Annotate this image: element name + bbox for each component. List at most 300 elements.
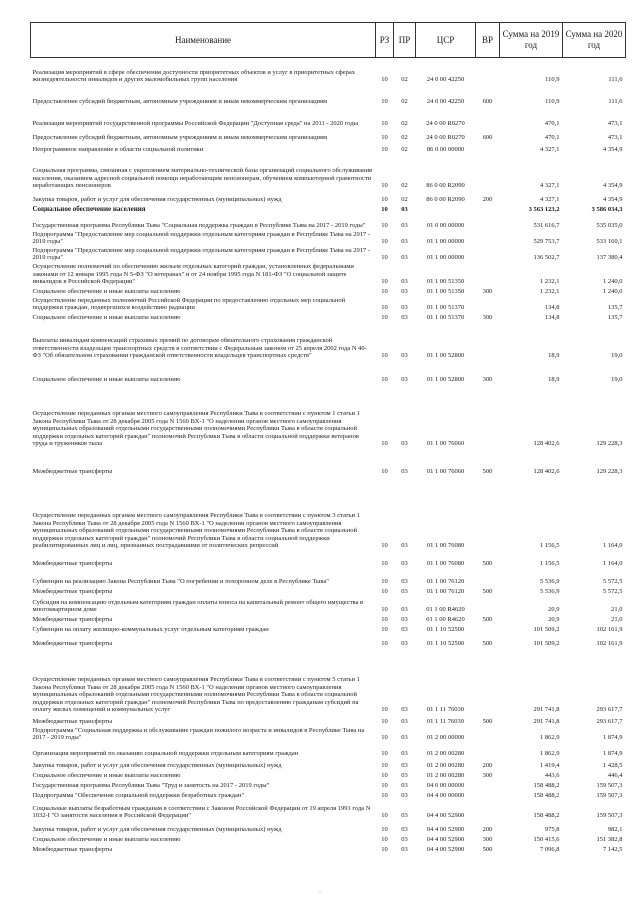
cell-pr: 03	[401, 718, 408, 726]
table-row	[31, 384, 626, 448]
cell-rz: 10	[381, 626, 388, 634]
table-row	[31, 648, 626, 714]
cell-vr: 300	[482, 772, 493, 780]
cell-sum-2019: 20,9	[548, 606, 560, 614]
cell-vr: 500	[482, 846, 493, 854]
cell-vr: 500	[482, 718, 493, 726]
table-row	[31, 614, 626, 624]
table-row	[31, 142, 626, 154]
cell-rz: 10	[381, 812, 388, 820]
cell-vr: 200	[482, 196, 493, 204]
page-footer-mark: ·	[318, 888, 322, 896]
table-row	[31, 742, 626, 758]
table-row	[31, 246, 626, 262]
cell-pr: 03	[401, 376, 408, 384]
cell-vr	[476, 476, 500, 550]
cell-pr: 03	[401, 468, 408, 476]
cell-rz: 10	[381, 560, 388, 568]
cell-sum-2020: 129 228,3	[596, 468, 623, 476]
cell-pr: 03	[401, 826, 408, 834]
cell-name: Социальное обеспечение и иные выплаты населению	[32, 314, 181, 322]
cell-csr: 86 0 00 00000	[426, 146, 465, 154]
cell-sum-2019: 110,9	[545, 98, 560, 106]
table-row	[31, 190, 626, 204]
header-pr: ПР	[394, 23, 416, 58]
cell-pr: 03	[401, 238, 408, 246]
cell-csr: 01 1 00 R4620	[426, 616, 465, 624]
table-row	[31, 726, 626, 742]
cell-rz: 10	[381, 734, 388, 742]
cell-name: Реализация мероприятий в сфере обеспечения доступности приоритетных объектов и услуг в приоритетных сферах жизнедеятельности инвалидов и других маломобильных групп населения	[32, 68, 355, 84]
cell-sum-2020: 1 164,0	[603, 542, 623, 550]
cell-sum-2019: 128 402,6	[533, 440, 560, 448]
table-row	[31, 84, 626, 106]
cell-rz: 10	[381, 222, 388, 230]
cell-rz: 10	[381, 146, 388, 154]
cell-sum-2019: 1 232,1	[540, 288, 560, 296]
cell-name: Межбюджетные трансферты	[32, 588, 113, 596]
header-name: Наименование	[31, 23, 376, 58]
cell-pr: 03	[401, 440, 408, 448]
table-row	[31, 758, 626, 770]
cell-csr: 01 1 00 76060	[426, 440, 465, 448]
cell-sum-2019: 1 862,9	[540, 750, 560, 758]
cell-name: Подпрограмма "Обеспечение социальной поддержки безработных граждан"	[32, 792, 245, 800]
cell-pr: 03	[401, 578, 408, 586]
cell-sum-2019: 1 156,5	[540, 560, 560, 568]
cell-sum-2020: 293 617,7	[596, 706, 623, 714]
cell-rz: 10	[381, 278, 388, 286]
cell-vr: 200	[482, 826, 493, 834]
cell-sum-2020: 19,0	[611, 352, 623, 360]
cell-sum-2019: 101 509,2	[533, 626, 560, 634]
cell-pr: 02	[401, 120, 408, 128]
cell-sum-2019: 158 488,2	[533, 782, 560, 790]
cell-pr: 03	[401, 278, 408, 286]
cell-name: Подпрограмма "Предоставление мер социальной поддержки отдельным категориям граждан в Республике Тыва на 2017 - 2019 годы"	[32, 246, 371, 262]
cell-sum-2019: 1 419,4	[540, 762, 560, 770]
cell-sum-2019: 20,9	[548, 616, 560, 624]
cell-vr: 600	[482, 98, 493, 106]
cell-sum-2020: 4 354,9	[603, 146, 623, 154]
cell-name: Социальные выплаты безработным гражданам в соответствии с Законом Российской Федерации от 19 апреля 1991 года N 1032-I "О занятости населения в Российской Федерации"	[32, 804, 371, 820]
cell-pr: 03	[401, 606, 408, 614]
cell-rz: 10	[381, 352, 388, 360]
cell-name: Межбюджетные трансферты	[32, 640, 113, 648]
cell-name: Межбюджетные трансферты	[32, 846, 113, 854]
cell-pr: 03	[401, 846, 408, 854]
cell-pr: 03	[401, 626, 408, 634]
table-row	[31, 286, 626, 296]
cell-vr: 500	[482, 616, 493, 624]
table-row	[31, 296, 626, 312]
cell-name: Предоставление субсидий бюджетным, автономным учреждениям и иным некоммерческим организациям	[32, 134, 328, 142]
cell-sum-2020: 4 354,9	[603, 182, 623, 190]
cell-sum-2020: 473,1	[607, 134, 623, 142]
cell-sum-2020: 533 160,1	[596, 238, 623, 246]
cell-rz: 10	[381, 772, 388, 780]
cell-pr: 03	[401, 762, 408, 770]
cell-sum-2019: 291 741,8	[533, 718, 560, 726]
cell-name: Субвенции на оплату жилищно-коммунальных услуг отдельным категориям граждан	[32, 626, 269, 634]
table-row	[31, 820, 626, 834]
cell-csr: 01 1 10 52500	[426, 640, 465, 648]
cell-csr	[416, 204, 476, 214]
cell-csr: 04 4 00 52900	[426, 826, 465, 834]
cell-vr	[476, 596, 500, 614]
cell-pr: 03	[401, 706, 408, 714]
cell-rz: 10	[381, 376, 388, 384]
cell-pr: 03	[401, 782, 408, 790]
cell-sum-2019: 4 327,1	[540, 182, 560, 190]
cell-sum-2020: 4 354,9	[603, 196, 623, 204]
cell-vr	[476, 262, 500, 286]
table-row	[31, 312, 626, 322]
cell-sum-2020: 135,7	[607, 314, 623, 322]
cell-pr: 03	[401, 772, 408, 780]
cell-csr: 01 1 10 52500	[426, 626, 465, 634]
cell-csr: 24 0 00 42250	[426, 76, 465, 84]
cell-pr: 03	[401, 254, 408, 262]
cell-sum-2019: 110,9	[545, 76, 560, 84]
cell-name: Социальное обеспечение и иные выплаты населению	[32, 772, 181, 780]
cell-vr	[476, 106, 500, 128]
cell-csr: 01 2 00 00280	[426, 772, 465, 780]
cell-csr: 01 2 00 00280	[426, 750, 465, 758]
cell-name: Осуществление переданных полномочий Российской Федерации по предоставлению отдельных мер социальной поддержки граждан, подвергшихся воздействию радиации	[32, 296, 346, 312]
cell-csr: 04 0 00 00000	[426, 782, 465, 790]
cell-sum-2020: 1 428,5	[603, 762, 623, 770]
cell-rz: 10	[381, 314, 388, 322]
cell-csr: 01 1 00 52800	[426, 376, 465, 384]
cell-sum-2019: 291 741,8	[533, 706, 560, 714]
cell-csr: 01 1 00 00000	[426, 238, 465, 246]
cell-csr: 04 4 00 52900	[426, 836, 465, 844]
cell-rz: 10	[381, 588, 388, 596]
cell-vr	[476, 726, 500, 742]
cell-sum-2020: 1 164,0	[603, 560, 623, 568]
cell-sum-2019: 4 327,1	[540, 146, 560, 154]
cell-csr: 01 1 00 76120	[426, 588, 465, 596]
cell-name: Подпрограмма "Социальная поддержка и обслуживание граждан пожилого возраста и инвалидов в Республике Тыва на 2017 - 2019 годы"	[32, 726, 365, 742]
table-row	[31, 230, 626, 246]
table-row	[31, 214, 626, 230]
cell-name: Государственная программа Республики Тыва "Труд и занятость на 2017 - 2019 годы"	[32, 782, 270, 790]
cell-name: Закупка товаров, работ и услуг для обеспечения государственных (муниципальных) нужд	[32, 196, 282, 204]
cell-vr: 300	[482, 836, 493, 844]
table-row	[31, 586, 626, 596]
cell-sum-2019: 5 536,9	[540, 588, 560, 596]
cell-sum-2019: 3 563 123,2	[528, 206, 560, 214]
cell-vr	[476, 780, 500, 790]
cell-csr: 01 1 00 76080	[426, 560, 465, 568]
cell-sum-2020: 102 161,9	[596, 626, 623, 634]
cell-sum-2019: 134,8	[544, 304, 560, 312]
cell-sum-2020: 151 382,8	[596, 836, 623, 844]
cell-pr: 03	[401, 542, 408, 550]
cell-sum-2020: 1 240,0	[603, 278, 623, 286]
cell-pr: 03	[401, 616, 408, 624]
cell-vr	[476, 322, 500, 360]
cell-csr: 01 1 00 51370	[426, 314, 465, 322]
cell-rz: 10	[381, 182, 388, 190]
cell-name: Субвенции на реализацию Закона Республики Тыва "О погребении и похоронном деле в Республике Тыва"	[32, 578, 329, 586]
cell-vr	[476, 624, 500, 634]
cell-sum-2020: 129 228,3	[596, 440, 623, 448]
cell-csr: 04 4 00 00000	[426, 792, 465, 800]
cell-name: Осуществление переданных органам местного самоуправления Республики Тыва в соответствии с пунктом 1 статьи 1 Закона Республики Тыва от 28 декабря 2005 года N 1560 ВХ-1 "О наделении органов местного самоуправления муниципальных образований отдельными государственными полномочиями Республики Тыва в области социальной поддержки отдельных категорий граждан" полномочий Республики Тыва в области социальной поддержки ветеранов труда и тружеников тыла	[32, 410, 360, 448]
cell-sum-2020: 21,0	[611, 606, 623, 614]
cell-vr: 500	[482, 588, 493, 596]
cell-vr	[476, 142, 500, 154]
cell-csr: 01 1 00 76080	[426, 542, 465, 550]
cell-csr: 04 4 00 52900	[426, 846, 465, 854]
cell-sum-2020: 19,0	[611, 376, 623, 384]
header-rz: РЗ	[376, 23, 394, 58]
table-row	[31, 790, 626, 800]
cell-sum-2019: 443,6	[544, 772, 560, 780]
cell-name: Межбюджетные трансферты	[32, 718, 113, 726]
cell-pr: 02	[401, 146, 408, 154]
table-row	[31, 834, 626, 844]
cell-vr: 500	[482, 640, 493, 648]
cell-rz: 10	[381, 76, 388, 84]
cell-csr: 24 0 00 R0270	[426, 120, 465, 128]
cell-rz: 10	[381, 762, 388, 770]
cell-vr: 300	[482, 288, 493, 296]
cell-sum-2019: 1 156,5	[540, 542, 560, 550]
cell-vr	[476, 790, 500, 800]
cell-pr: 02	[401, 76, 408, 84]
cell-csr: 04 4 00 52900	[426, 812, 465, 820]
cell-vr	[476, 800, 500, 820]
cell-vr	[476, 154, 500, 190]
table-row	[31, 568, 626, 586]
cell-pr: 03	[401, 314, 408, 322]
cell-sum-2020: 135,7	[607, 304, 623, 312]
cell-rz: 10	[381, 606, 388, 614]
cell-csr: 01 0 00 00000	[426, 222, 465, 230]
cell-name: Социальное обеспечение населения	[32, 205, 146, 214]
cell-sum-2020: 5 572,5	[603, 588, 623, 596]
cell-sum-2020: 159 507,3	[596, 812, 623, 820]
table-row	[31, 448, 626, 476]
cell-name: Реализация мероприятий государственной программы Российской Федерации "Доступная среда" на 2011 - 2020 годы	[32, 120, 359, 128]
cell-sum-2020: 21,0	[611, 616, 623, 624]
cell-rz: 10	[381, 304, 388, 312]
cell-pr: 02	[401, 182, 408, 190]
table-header-row	[31, 23, 626, 58]
header-sum-2020: Сумма на 2020 год	[563, 23, 626, 58]
cell-sum-2019: 18,9	[548, 352, 560, 360]
table-row	[31, 262, 626, 286]
cell-name: Государственная программа Республики Тыва "Социальная поддержка граждан в Республике Тыва на 2017 - 2019 годы"	[32, 222, 366, 230]
cell-vr	[476, 246, 500, 262]
cell-rz: 10	[381, 196, 388, 204]
cell-pr: 02	[401, 98, 408, 106]
cell-csr: 01 1 11 76030	[426, 706, 465, 714]
cell-pr: 03	[401, 288, 408, 296]
cell-rz: 10	[381, 640, 388, 648]
cell-rz: 10	[381, 206, 388, 214]
cell-name: Выплаты инвалидам компенсаций страховых премий по договорам обязательного страхования гражданской ответственности владельцев транспортных средств в соответствии с Федеральным законом от 25 апреля 2002 года N 40-ФЗ "Об обязательном страховании гражданской ответственности владельцев транспортных средств"	[32, 337, 367, 360]
cell-pr: 03	[401, 304, 408, 312]
cell-sum-2019: 150 415,6	[533, 836, 560, 844]
cell-vr	[476, 58, 500, 84]
header-csr: ЦСР	[416, 23, 476, 58]
cell-sum-2019: 4 327,1	[540, 196, 560, 204]
cell-sum-2020: 446,4	[607, 772, 623, 780]
cell-csr: 01 1 00 51350	[426, 278, 465, 286]
cell-rz: 10	[381, 440, 388, 448]
cell-pr: 03	[401, 750, 408, 758]
cell-csr: 01 1 00 76060	[426, 468, 465, 476]
cell-pr: 03	[401, 836, 408, 844]
cell-name: Осуществление полномочий по обеспечению жильем отдельных категорий граждан, установленных федеральными законами от 12 января 1995 года N 5-ФЗ "О ветеранах" и от 24 ноября 1995 года N 181-ФЗ "О социальной защите инвалидов в Российской Федерации"	[32, 263, 354, 286]
cell-rz: 10	[381, 782, 388, 790]
cell-sum-2019: 158 488,2	[533, 792, 560, 800]
cell-name: Межбюджетные трансферты	[32, 560, 113, 568]
cell-vr	[476, 648, 500, 714]
cell-name: Организация мероприятий по оказанию социальной поддержки отдельным категориям граждан	[32, 750, 299, 758]
table-row	[31, 58, 626, 84]
table-row	[31, 714, 626, 726]
cell-sum-2019: 470,1	[544, 120, 560, 128]
cell-csr: 01 1 00 51350	[426, 288, 465, 296]
header-sum-2019: Сумма на 2019 год	[500, 23, 563, 58]
cell-sum-2020: 982,1	[607, 826, 623, 834]
cell-vr: 300	[482, 376, 493, 384]
cell-csr: 01 1 00 00000	[426, 254, 465, 262]
table-row	[31, 844, 626, 854]
cell-name: Подпрограмма "Предоставление мер социальной поддержки отдельным категориям граждан в Республике Тыва на 2017 - 2019 годы"	[32, 230, 371, 246]
cell-sum-2020: 1 874,9	[603, 750, 623, 758]
cell-sum-2019: 529 753,7	[533, 238, 560, 246]
cell-sum-2020: 159 507,3	[596, 782, 623, 790]
cell-sum-2019: 1 232,1	[540, 278, 560, 286]
cell-rz: 10	[381, 836, 388, 844]
cell-name: Социальное обеспечение и иные выплаты населению	[32, 376, 181, 384]
cell-name: Закупка товаров, работ и услуг для обеспечения государственных (муниципальных) нужд	[32, 826, 282, 834]
budget-document	[30, 22, 625, 854]
cell-pr: 02	[401, 134, 408, 142]
cell-rz: 10	[381, 616, 388, 624]
cell-vr	[476, 296, 500, 312]
cell-pr: 03	[401, 792, 408, 800]
cell-csr: 01 1 00 R4620	[426, 606, 465, 614]
cell-sum-2019: 7 096,8	[540, 846, 560, 854]
cell-csr: 01 1 00 52800	[426, 352, 465, 360]
cell-sum-2020: 111,6	[608, 76, 623, 84]
cell-pr: 03	[401, 640, 408, 648]
cell-sum-2019: 128 402,6	[533, 468, 560, 476]
cell-csr: 86 0 00 R2090	[426, 196, 465, 204]
cell-vr	[476, 230, 500, 246]
cell-sum-2019: 975,8	[544, 826, 560, 834]
cell-sum-2020: 3 586 034,3	[591, 206, 623, 214]
cell-sum-2020: 473,1	[607, 120, 623, 128]
cell-name: Осуществление переданных органам местного самоуправления Республики Тыва в соответствии с пунктом 3 статьи 1 Закона Республики Тыва от 28 декабря 2005 года N 1560 ВХ-1 "О наделении органов местного самоуправления муниципальных образований отдельными государственными полномочиями Республики Тыва в области социальной поддержки отдельных категорий граждан" полномочий Республики Тыва в области социальной поддержки реабилитированных лиц и лиц, признанных пострадавшими от политических репрессий	[32, 512, 360, 550]
cell-rz: 10	[381, 750, 388, 758]
budget-table	[30, 22, 626, 854]
cell-pr: 03	[401, 206, 408, 214]
table-row	[31, 624, 626, 634]
cell-sum-2020: 1 874,9	[603, 734, 623, 742]
cell-vr: 200	[482, 762, 493, 770]
table-row	[31, 154, 626, 190]
cell-rz: 10	[381, 846, 388, 854]
cell-sum-2019: 18,9	[548, 376, 560, 384]
cell-csr: 86 0 00 R2090	[426, 182, 465, 190]
cell-sum-2019: 1 862,9	[540, 734, 560, 742]
table-row	[31, 780, 626, 790]
table-row	[31, 634, 626, 648]
cell-sum-2020: 1 240,0	[603, 288, 623, 296]
cell-pr: 03	[401, 734, 408, 742]
cell-name: Социальное обеспечение и иные выплаты населению	[32, 836, 181, 844]
table-row	[31, 800, 626, 820]
cell-rz: 10	[381, 792, 388, 800]
cell-csr: 24 0 00 42250	[426, 98, 465, 106]
cell-vr	[476, 742, 500, 758]
table-row	[31, 360, 626, 384]
cell-vr	[476, 204, 500, 214]
cell-vr: 300	[482, 314, 493, 322]
cell-sum-2019: 101 509,2	[533, 640, 560, 648]
cell-sum-2019: 136 502,7	[533, 254, 560, 262]
cell-rz: 10	[381, 468, 388, 476]
cell-rz: 10	[381, 98, 388, 106]
cell-name: Непрограммное направление в области социальной политики	[32, 146, 204, 154]
cell-csr: 01 1 00 51370	[426, 304, 465, 312]
cell-sum-2020: 102 161,9	[596, 640, 623, 648]
table-row	[31, 322, 626, 360]
cell-pr: 03	[401, 812, 408, 820]
cell-sum-2020: 5 572,5	[603, 578, 623, 586]
cell-sum-2019: 158 488,2	[533, 812, 560, 820]
cell-sum-2019: 134,8	[544, 314, 560, 322]
cell-rz: 10	[381, 134, 388, 142]
cell-sum-2019: 531 616,7	[533, 222, 560, 230]
cell-vr: 500	[482, 468, 493, 476]
cell-sum-2020: 137 380,4	[596, 254, 623, 262]
cell-rz: 10	[381, 578, 388, 586]
table-row	[31, 128, 626, 142]
cell-sum-2020: 535 035,0	[596, 222, 623, 230]
cell-sum-2019: 470,1	[544, 134, 560, 142]
cell-name: Социальная программа, связанная с укреплением материально-технической базы организаций социального обслуживания населения, оказанием адресной социальной помощи неработающим пенсионерам, обучением компьютерной грамотности неработающих пенсионеров	[32, 167, 373, 190]
cell-vr	[476, 214, 500, 230]
cell-pr: 03	[401, 588, 408, 596]
cell-name: Закупка товаров, работ и услуг для обеспечения государственных (муниципальных) нужд	[32, 762, 282, 770]
cell-name: Предоставление субсидий бюджетным, автономным учреждениям и иным некоммерческим организациям	[32, 98, 328, 106]
cell-sum-2020: 111,6	[608, 98, 623, 106]
table-body	[31, 58, 626, 854]
cell-sum-2019: 5 536,9	[540, 578, 560, 586]
cell-rz: 10	[381, 826, 388, 834]
cell-rz: 10	[381, 718, 388, 726]
cell-rz: 10	[381, 542, 388, 550]
cell-vr: 500	[482, 560, 493, 568]
table-row	[31, 204, 626, 214]
cell-sum-2020: 159 507,3	[596, 792, 623, 800]
cell-csr: 01 1 00 76120	[426, 578, 465, 586]
cell-name: Социальное обеспечение и иные выплаты населению	[32, 288, 181, 296]
cell-csr: 01 2 00 00000	[426, 734, 465, 742]
cell-pr: 03	[401, 560, 408, 568]
table-row	[31, 106, 626, 128]
cell-pr: 03	[401, 352, 408, 360]
